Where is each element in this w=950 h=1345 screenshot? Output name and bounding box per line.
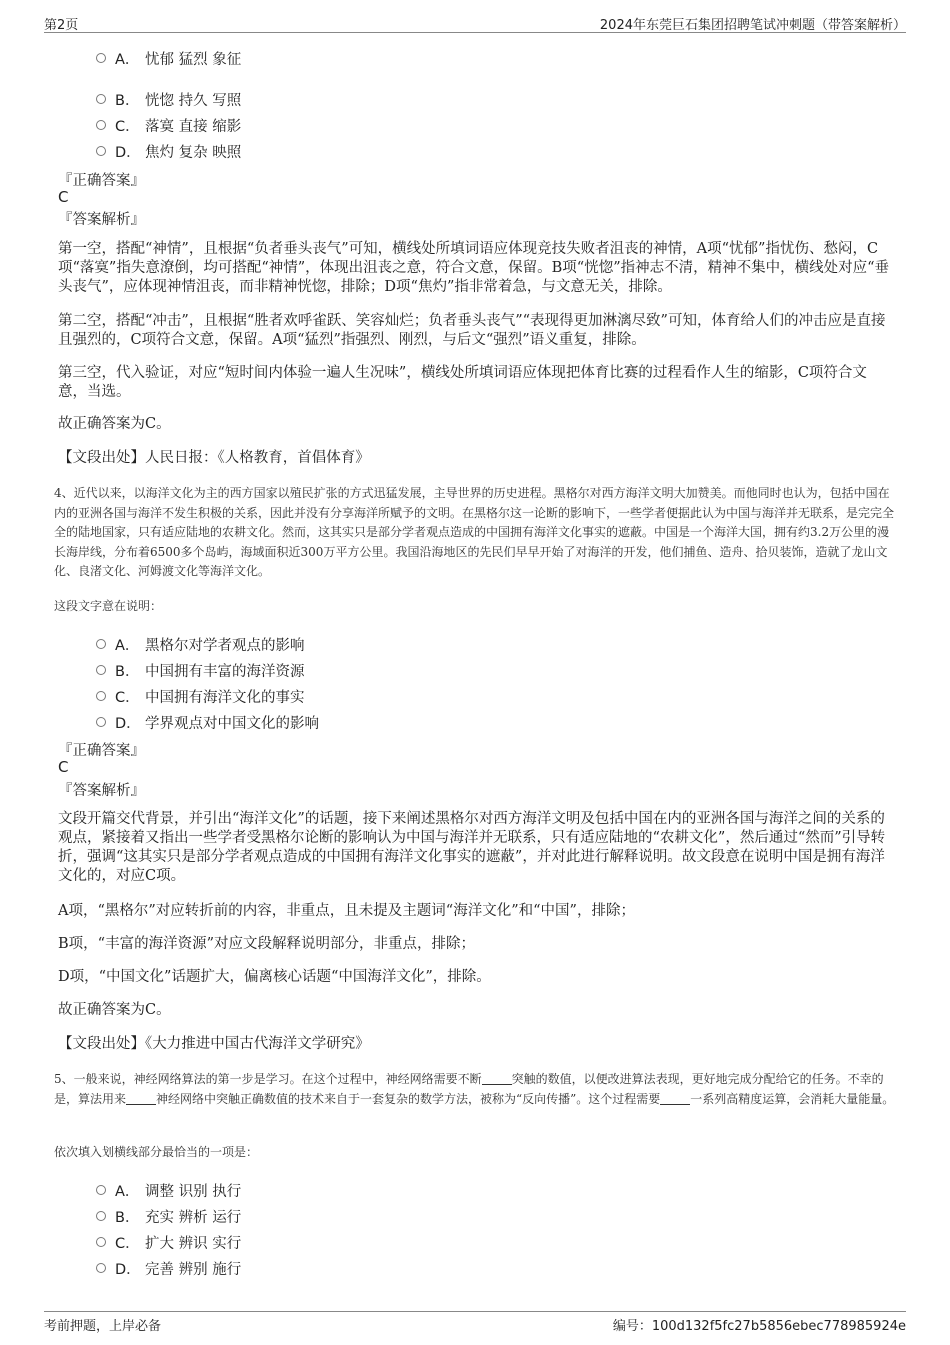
q3-analysis-3: 第三空，代入验证，对应“短时间内体验一遍人生况味”，横线处所填词语应体现把体育比赛的过程看作人生的缩影，C项符合文意，当选。: [58, 365, 867, 400]
q3-option-c[interactable]: C． 落寞 直接 缩影: [96, 115, 241, 136]
page-number: 第2页: [44, 18, 79, 33]
page-header: [44, 12, 906, 33]
q4-analysis-3: B项，“丰富的海洋资源”对应文段解释说明部分，非重点，排除；: [58, 936, 475, 952]
q5-passage: 5、一般来说，神经网络算法的第一步是学习。在这个过程中，神经网络需要不断 突触的数值，以便改进算法表现，更好地完成分配给它的任务。不幸的是，算法用来 神经网络中突触正确数值的技术来自于一套复杂的数学方法，被称为“反向传播”。这个过程需要 一系列高精度运算，会消耗大量能量。: [54, 1072, 895, 1106]
radio-icon[interactable]: [96, 1237, 106, 1247]
document-title: 2024年东莞巨石集团招聘笔试冲刺题（带答案解析）: [599, 18, 906, 33]
footer-slogan: 考前押题，上岸必备: [44, 1319, 162, 1334]
q4-option-c[interactable]: C． 中国拥有海洋文化的事实: [96, 686, 305, 707]
analysis-label: 『答案解析』: [58, 212, 145, 228]
q3-option-d[interactable]: D． 焦灼 复杂 映照: [96, 141, 241, 162]
q4-analysis-4: D项，“中国文化”话题扩大，偏离核心话题“中国海洋文化”，排除。: [58, 969, 491, 985]
q5-option-b[interactable]: B． 充实 辨析 运行: [96, 1206, 241, 1227]
q3-option-a[interactable]: A． 忧郁 猛烈 象征: [96, 48, 241, 69]
q4-option-d[interactable]: D． 学界观点对中国文化的影响: [96, 712, 319, 733]
q4-option-b[interactable]: B． 中国拥有丰富的海洋资源: [96, 660, 305, 681]
q3-analysis-4: 故正确答案为C。: [58, 416, 171, 432]
q4-option-a[interactable]: A． 黑格尔对学者观点的影响: [96, 634, 305, 655]
radio-icon[interactable]: [96, 639, 106, 649]
q5-option-c[interactable]: C． 扩大 辨识 实行: [96, 1232, 241, 1253]
q4-answer: C: [58, 758, 69, 776]
radio-icon[interactable]: [96, 1263, 106, 1273]
q5-stem: 依次填入划横线部分最恰当的一项是：: [54, 1145, 259, 1159]
q3-analysis-1: 第一空，搭配“神情”，且根据“负者垂头丧气”可知，横线处所填词语应体现竞技失败者沮丧的神情，A项“忧郁”指忧伤、愁闷，C项“落寞”指失意潦倒，均可搭配“神情”，体现出沮丧之意，符合文意，保留。B项“恍惚”指神志不清，精神不集中，横线处对应“垂头丧气”，应体现神情沮丧，而非精神恍惚，排除；D项“焦灼”指非常着急，与文意无关，排除。: [58, 241, 890, 295]
q3-answer: C: [58, 188, 69, 206]
q3-source: 【文段出处】人民日报：《人格教育，首倡体育》: [58, 450, 370, 466]
fill-blank: [660, 1092, 690, 1105]
radio-icon[interactable]: [96, 691, 106, 701]
fill-blank: [482, 1072, 512, 1085]
correct-answer-label: 『正确答案』: [58, 173, 145, 189]
q4-analysis-2: A项，“黑格尔”对应转折前的内容，非重点，且未提及主题词“海洋文化”和“中国”，排除；: [58, 903, 635, 919]
radio-icon[interactable]: [96, 1211, 106, 1221]
radio-icon[interactable]: [96, 53, 106, 63]
radio-icon[interactable]: [96, 665, 106, 675]
q4-analysis-5: 故正确答案为C。: [58, 1002, 171, 1018]
q4-stem: 这段文字意在说明：: [54, 599, 163, 613]
fill-blank: [126, 1092, 156, 1105]
analysis-label: 『答案解析』: [58, 783, 145, 799]
radio-icon[interactable]: [96, 1185, 106, 1195]
page-footer: [44, 1311, 906, 1336]
radio-icon[interactable]: [96, 94, 106, 104]
q4-passage: 4、近代以来，以海洋文化为主的西方国家以殖民扩张的方式迅猛发展，主导世界的历史进程。黑格尔对西方海洋文明大加赞美。而他同时也认为，包括中国在内的亚洲各国与海洋不发生积极的关系，因此并没有分享海洋所赋予的文明。在黑格尔这一论断的影响下，一些学者便据此认为中国与海洋并无联系，是完完全全的陆地国家，只有适应陆地的农耕文化。然而，这其实只是部分学者观点造成的中国拥有海洋文化事实的遮蔽。中国是一个海洋大国，拥有约3.2万公里的漫长海岸线，分布着6500多个岛屿，海域面积近300万平方公里。我国沿海地区的先民们早早开始了对海洋的开发，他们捕鱼、造舟、拾贝装饰，造就了龙山文化、良渚文化、河姆渡文化等海洋文化。: [54, 486, 895, 578]
radio-icon[interactable]: [96, 146, 106, 156]
correct-answer-label: 『正确答案』: [58, 743, 145, 759]
q5-option-a[interactable]: A． 调整 识别 执行: [96, 1180, 241, 1201]
q3-option-b[interactable]: B． 恍惚 持久 写照: [96, 89, 241, 110]
q4-source: 【文段出处】《大力推进中国古代海洋文学研究》: [58, 1036, 370, 1052]
radio-icon[interactable]: [96, 717, 106, 727]
footer-code: 编号：100d132f5fc27b5856ebec778985924e: [612, 1319, 906, 1334]
q4-analysis-1: 文段开篇交代背景，并引出“海洋文化”的话题，接下来阐述黑格尔对西方海洋文明及包括中国在内的亚洲各国与海洋之间的关系的观点，紧接着又指出一些学者受黑格尔论断的影响认为中国与海洋并无联系，只有适应陆地的“农耕文化”，然后通过“然而”引导转折，强调“这其实只是部分学者观点造成的中国拥有海洋文化事实的遮蔽”，并对此进行解释说明。故文段意在说明中国是拥有海洋文化的，对应C项。: [58, 811, 886, 884]
q5-option-d[interactable]: D． 完善 辨别 施行: [96, 1258, 241, 1279]
q3-analysis-2: 第二空，搭配“冲击”，且根据“胜者欢呼雀跃、笑容灿烂；负者垂头丧气”“表现得更加淋漓尽致”可知，体育给人们的冲击应是直接且强烈的，C项符合文意，保留。A项“猛烈”指强烈、刚烈，与后文“强烈”语义重复，排除。: [58, 313, 886, 348]
radio-icon[interactable]: [96, 120, 106, 130]
